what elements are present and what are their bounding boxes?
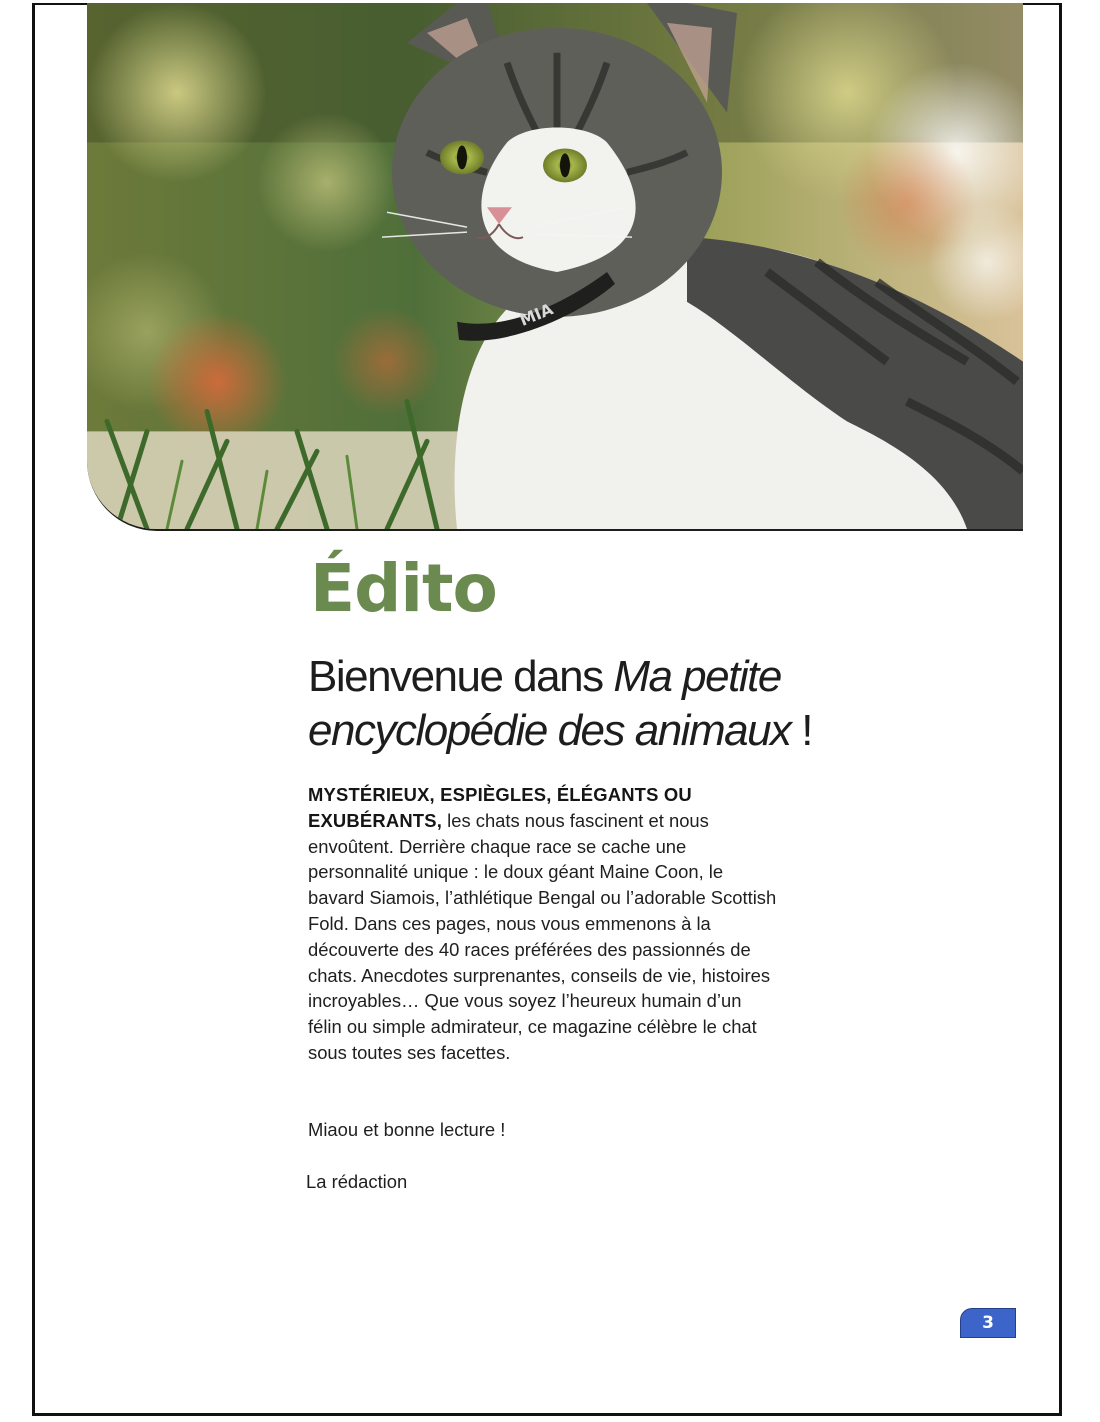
- edito-closing: Miaou et bonne lecture !: [308, 1119, 506, 1140]
- subtitle-text-start: Bienvenue dans: [308, 652, 614, 701]
- page-title: Édito: [310, 550, 497, 627]
- page-number-badge: 3: [960, 1308, 1016, 1338]
- cat-photo: [87, 3, 1023, 531]
- subtitle-publication-name: Ma petite encyclopédie des animaux: [308, 652, 791, 755]
- edito-body: [308, 782, 778, 1066]
- edito-body-text: les chats nous fascinent et nous envoûtent. Derrière chaque race se cache une personnalité unique : le doux géant Maine Coon, le bavard Siamois, l’athlétique Bengal ou l’adorable Scottish Fold. Dans ces pages, nous vous emmenons à la découverte des 40 races préférées des passionnés de chats. Anecdotes surprenantes, conseils de vie, histoires incroyables… Que vous soyez l’heureux humain d’un félin ou simple admirateur, ce magazine célèbre le chat sous toutes ses facettes.: [308, 809, 777, 1063]
- subtitle-text-end: !: [790, 706, 812, 755]
- page-subtitle: [308, 650, 948, 758]
- edito-lead: MYSTÉRIEUX, ESPIÈGLES, ÉLÉGANTS OU EXUBÉRANTS,: [308, 784, 692, 831]
- edito-signature: La rédaction: [306, 1171, 408, 1192]
- collar-text: MIA: [516, 299, 556, 330]
- cat-photo-illustration: [87, 3, 1023, 529]
